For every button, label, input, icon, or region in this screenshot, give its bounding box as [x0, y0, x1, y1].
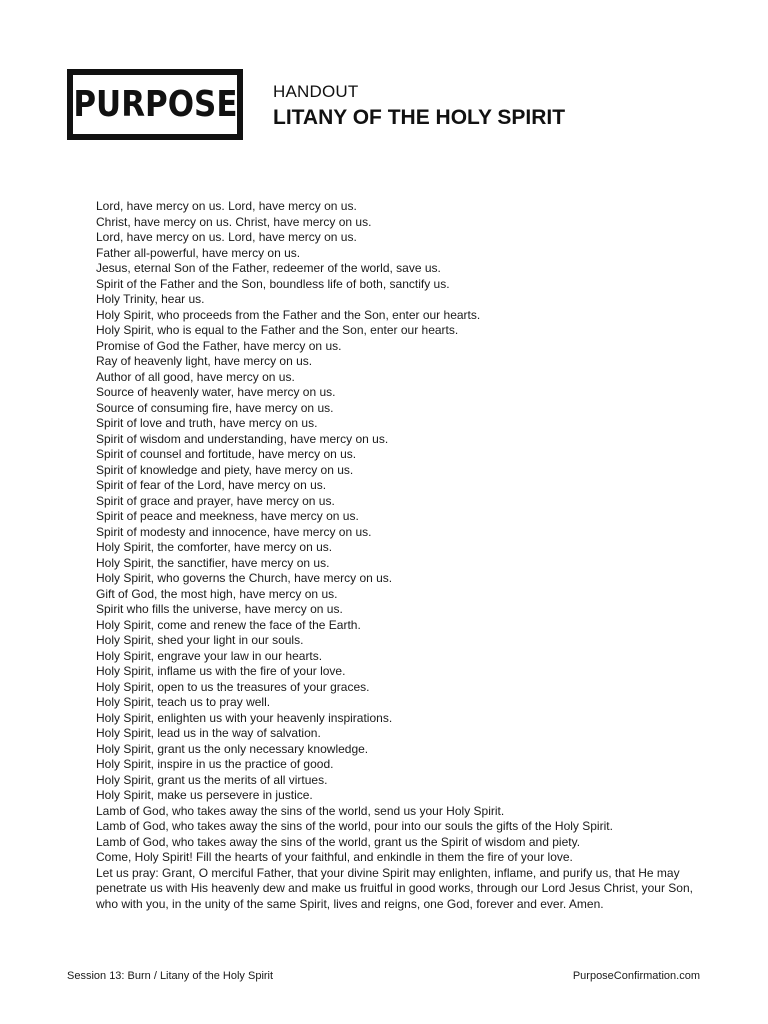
litany-line: Come, Holy Spirit! Fill the hearts of your faithful, and enkindle in them the fire of your love. [96, 850, 573, 864]
litany-line: Source of heavenly water, have mercy on us. [96, 385, 336, 399]
litany-line: Spirit of counsel and fortitude, have mercy on us. [96, 447, 357, 461]
litany-line: Holy Spirit, who proceeds from the Father and the Son, enter our hearts. [96, 307, 481, 322]
litany-line: Holy Spirit, the sanctifier, have mercy on us. [96, 555, 330, 570]
litany-line: Christ, have mercy on us. Christ, have mercy on us. [96, 214, 372, 229]
litany-line: Holy Spirit, teach us to pray well. [96, 695, 271, 709]
logo-text: PURPOSE [72, 83, 238, 125]
litany-line: Holy Spirit, who is equal to the Father and the Son, enter our hearts. [96, 323, 459, 337]
footer-website: PurposeConfirmation.com [572, 970, 700, 982]
litany-line: Holy Spirit, make us persevere in justice. [96, 788, 313, 802]
litany-line: Holy Spirit, lead us in the way of salvation. [96, 726, 321, 740]
litany-line: Source of consuming fire, have mercy on us. [96, 400, 334, 415]
purpose-logo [67, 69, 243, 140]
litany-line: Promise of God the Father, have mercy on us. [96, 338, 342, 353]
litany-line: Holy Spirit, the comforter, have mercy on us. [96, 540, 333, 554]
litany-line: Spirit of wisdom and understanding, have mercy on us. [96, 431, 389, 446]
litany-line: Lord, have mercy on us. Lord, have mercy on us. [96, 199, 357, 213]
footer-session: Session 13: Burn / Litany of the Holy Spirit [67, 970, 274, 982]
litany-line: Lamb of God, who takes away the sins of the world, send us your Holy Spirit. [96, 803, 505, 818]
litany-line: Author of all good, have mercy on us. [96, 369, 295, 384]
litany-line: Lamb of God, who takes away the sins of the world, pour into our souls the gifts of the Holy Spirit. [96, 819, 613, 833]
litany-line: Holy Spirit, inspire in us the practice of good. [96, 757, 334, 771]
litany-line: Jesus, eternal Son of the Father, redeemer of the world, save us. [96, 261, 441, 275]
litany-line: Holy Trinity, hear us. [96, 292, 205, 306]
litany-line: Spirit of fear of the Lord, have mercy on us. [96, 478, 327, 492]
litany-line: Holy Spirit, grant us the merits of all virtues. [96, 772, 328, 787]
litany-line: Holy Spirit, enlighten us with your heavenly inspirations. [96, 710, 393, 725]
litany-line: Holy Spirit, inflame us with the fire of your love. [96, 664, 346, 678]
litany-line: Spirit of peace and meekness, have mercy on us. [96, 509, 359, 523]
litany-line: Holy Spirit, open to us the treasures of your graces. [96, 679, 370, 694]
litany-line: Spirit of knowledge and piety, have mercy on us. [96, 462, 354, 477]
litany-line: Holy Spirit, come and renew the face of the Earth. [96, 617, 361, 632]
handout-label: HANDOUT [273, 82, 359, 101]
litany-line: Spirit of grace and prayer, have mercy on us. [96, 493, 335, 508]
litany-line: Spirit who fills the universe, have mercy on us. [96, 602, 343, 616]
litany-line: Lamb of God, who takes away the sins of the world, grant us the Spirit of wisdom and piety. [96, 834, 581, 849]
closing-prayer: Let us pray: Grant, O merciful Father, that your divine Spirit may enlighten, inflame, and purify us, that He may penetrate us with His heavenly dew and make us fruitful in good works, through our Lord Jesus Christ, your Son, who with you, in the unity of the same Spirit, lives and reigns, one God, forever and ever. Amen. [96, 865, 693, 911]
litany-line: Spirit of modesty and innocence, have mercy on us. [96, 524, 372, 539]
litany-line: Holy Spirit, who governs the Church, have mercy on us. [96, 571, 393, 585]
litany-line: Holy Spirit, shed your light in our souls. [96, 633, 304, 647]
litany-line: Holy Spirit, grant us the only necessary knowledge. [96, 741, 369, 756]
litany-line: Lord, have mercy on us. Lord, have mercy on us. [96, 230, 357, 244]
litany-line: Gift of God, the most high, have mercy on us. [96, 586, 338, 601]
litany-text [96, 199, 706, 912]
litany-line: Spirit of the Father and the Son, boundless life of both, sanctify us. [96, 276, 450, 291]
page-title: LITANY OF THE HOLY SPIRIT [273, 106, 566, 129]
litany-line: Holy Spirit, engrave your law in our hearts. [96, 648, 323, 663]
litany-line: Ray of heavenly light, have mercy on us. [96, 354, 313, 368]
litany-line: Father all-powerful, have mercy on us. [96, 245, 301, 260]
litany-line: Spirit of love and truth, have mercy on us. [96, 416, 318, 430]
